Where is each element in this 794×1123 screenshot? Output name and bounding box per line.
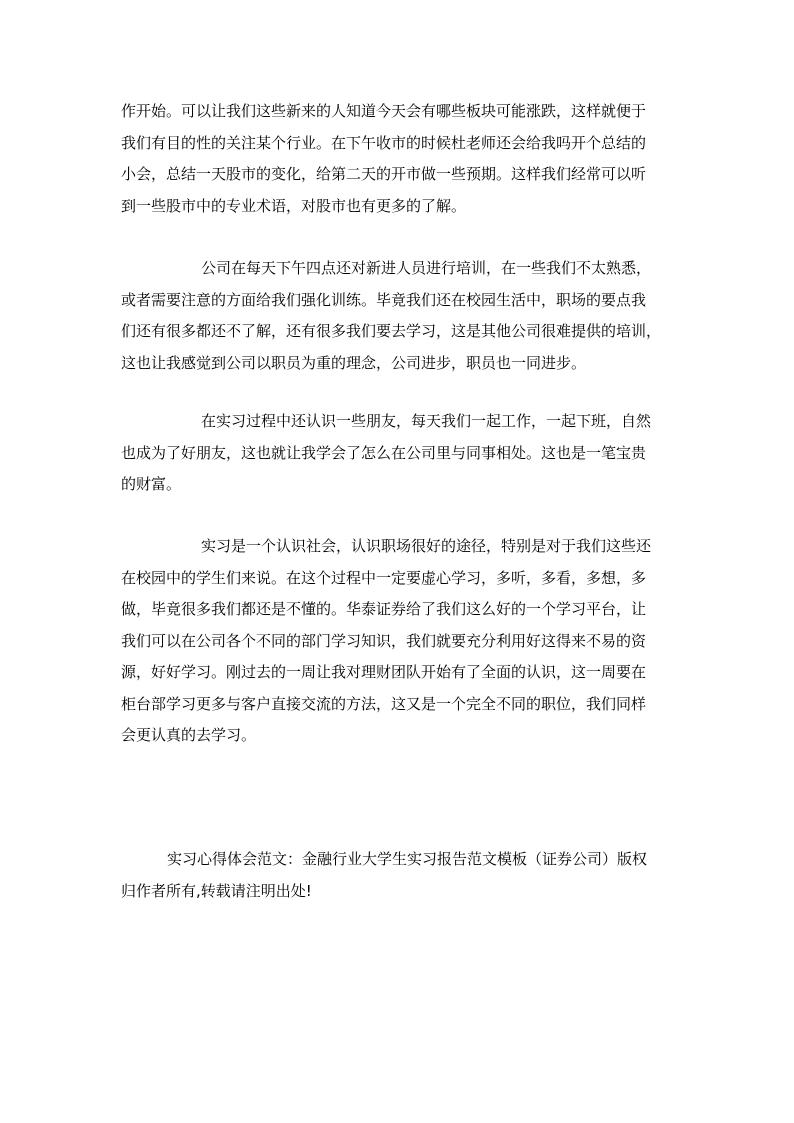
paragraph-line: 实习是一个认识社会，认识职场很好的途径，特别是对于我们这些还 [201, 537, 652, 555]
paragraph-line: 的财富。 [121, 475, 182, 493]
paragraph-line: 公司在每天下午四点还对新进人员进行培训，在一些我们不太熟悉， [201, 259, 652, 277]
footer-line: 实习心得体会范文：金融行业大学生实习报告范文模板（证券公司）版权 [167, 850, 648, 868]
paragraph-4 [121, 531, 681, 752]
paragraph-line: 或者需要注意的方面给我们强化训练。毕竟我们还在校园生活中，职场的要点我 [121, 290, 647, 309]
paragraph-2 [121, 253, 681, 379]
paragraph-line: 我们可以在公司各个不同的部门学习知识，我们就要充分利用好这得来不易的资 [121, 631, 647, 650]
footer-note [121, 844, 681, 907]
paragraph-line: 做，毕竟很多我们都还是不懂的。华泰证券给了我们这么好的一个学习平台，让 [121, 600, 647, 618]
paragraph-line: 在校园中的学生们来说。在这个过程中一定要虚心学习，多听，多看，多想，多 [121, 568, 647, 587]
paragraph-line: 也成为了好朋友，这也就让我学会了怎么在公司里与同事相处。这也是一笔宝贵 [121, 443, 647, 462]
paragraph-line: 作开始。可以让我们这些新来的人知道今天会有哪些板块可能涨跌，这样就便于 [121, 102, 647, 120]
footer-line: 归作者所有,转载请注明出处! [121, 881, 312, 900]
paragraph-3 [121, 406, 681, 501]
paragraph-line: 这也让我感觉到公司以职员为重的理念，公司进步，职员也一同进步。 [121, 353, 587, 372]
paragraph-line: 小会，总结一天股市的变化，给第二天的开市做一些预期。这样我们经常可以听 [121, 165, 647, 183]
paragraph-line: 柜台部学习更多与客户直接交流的方法，这又是一个完全不同的职位，我们同样 [121, 694, 647, 713]
paragraph-line: 在实习过程中还认识一些朋友，每天我们一起工作，一起下班，自然 [201, 412, 652, 430]
paragraph-line: 我们有目的性的关注某个行业。在下午收市的时候杜老师还会给我吗开个总结的 [121, 133, 647, 152]
paragraph-line: 源，好好学习。刚过去的一周让我对理财团队开始有了全面的认识，这一周要在 [121, 663, 647, 681]
paragraph-line: 到一些股市中的专业术语，对股市也有更多的了解。 [121, 196, 467, 215]
paragraph-line: 会更认真的去学习。 [121, 726, 257, 744]
paragraph-line: 们还有很多都还不了解，还有很多我们要去学习，这是其他公司很难提供的培训， [121, 322, 662, 340]
paragraph-1 [121, 96, 681, 222]
